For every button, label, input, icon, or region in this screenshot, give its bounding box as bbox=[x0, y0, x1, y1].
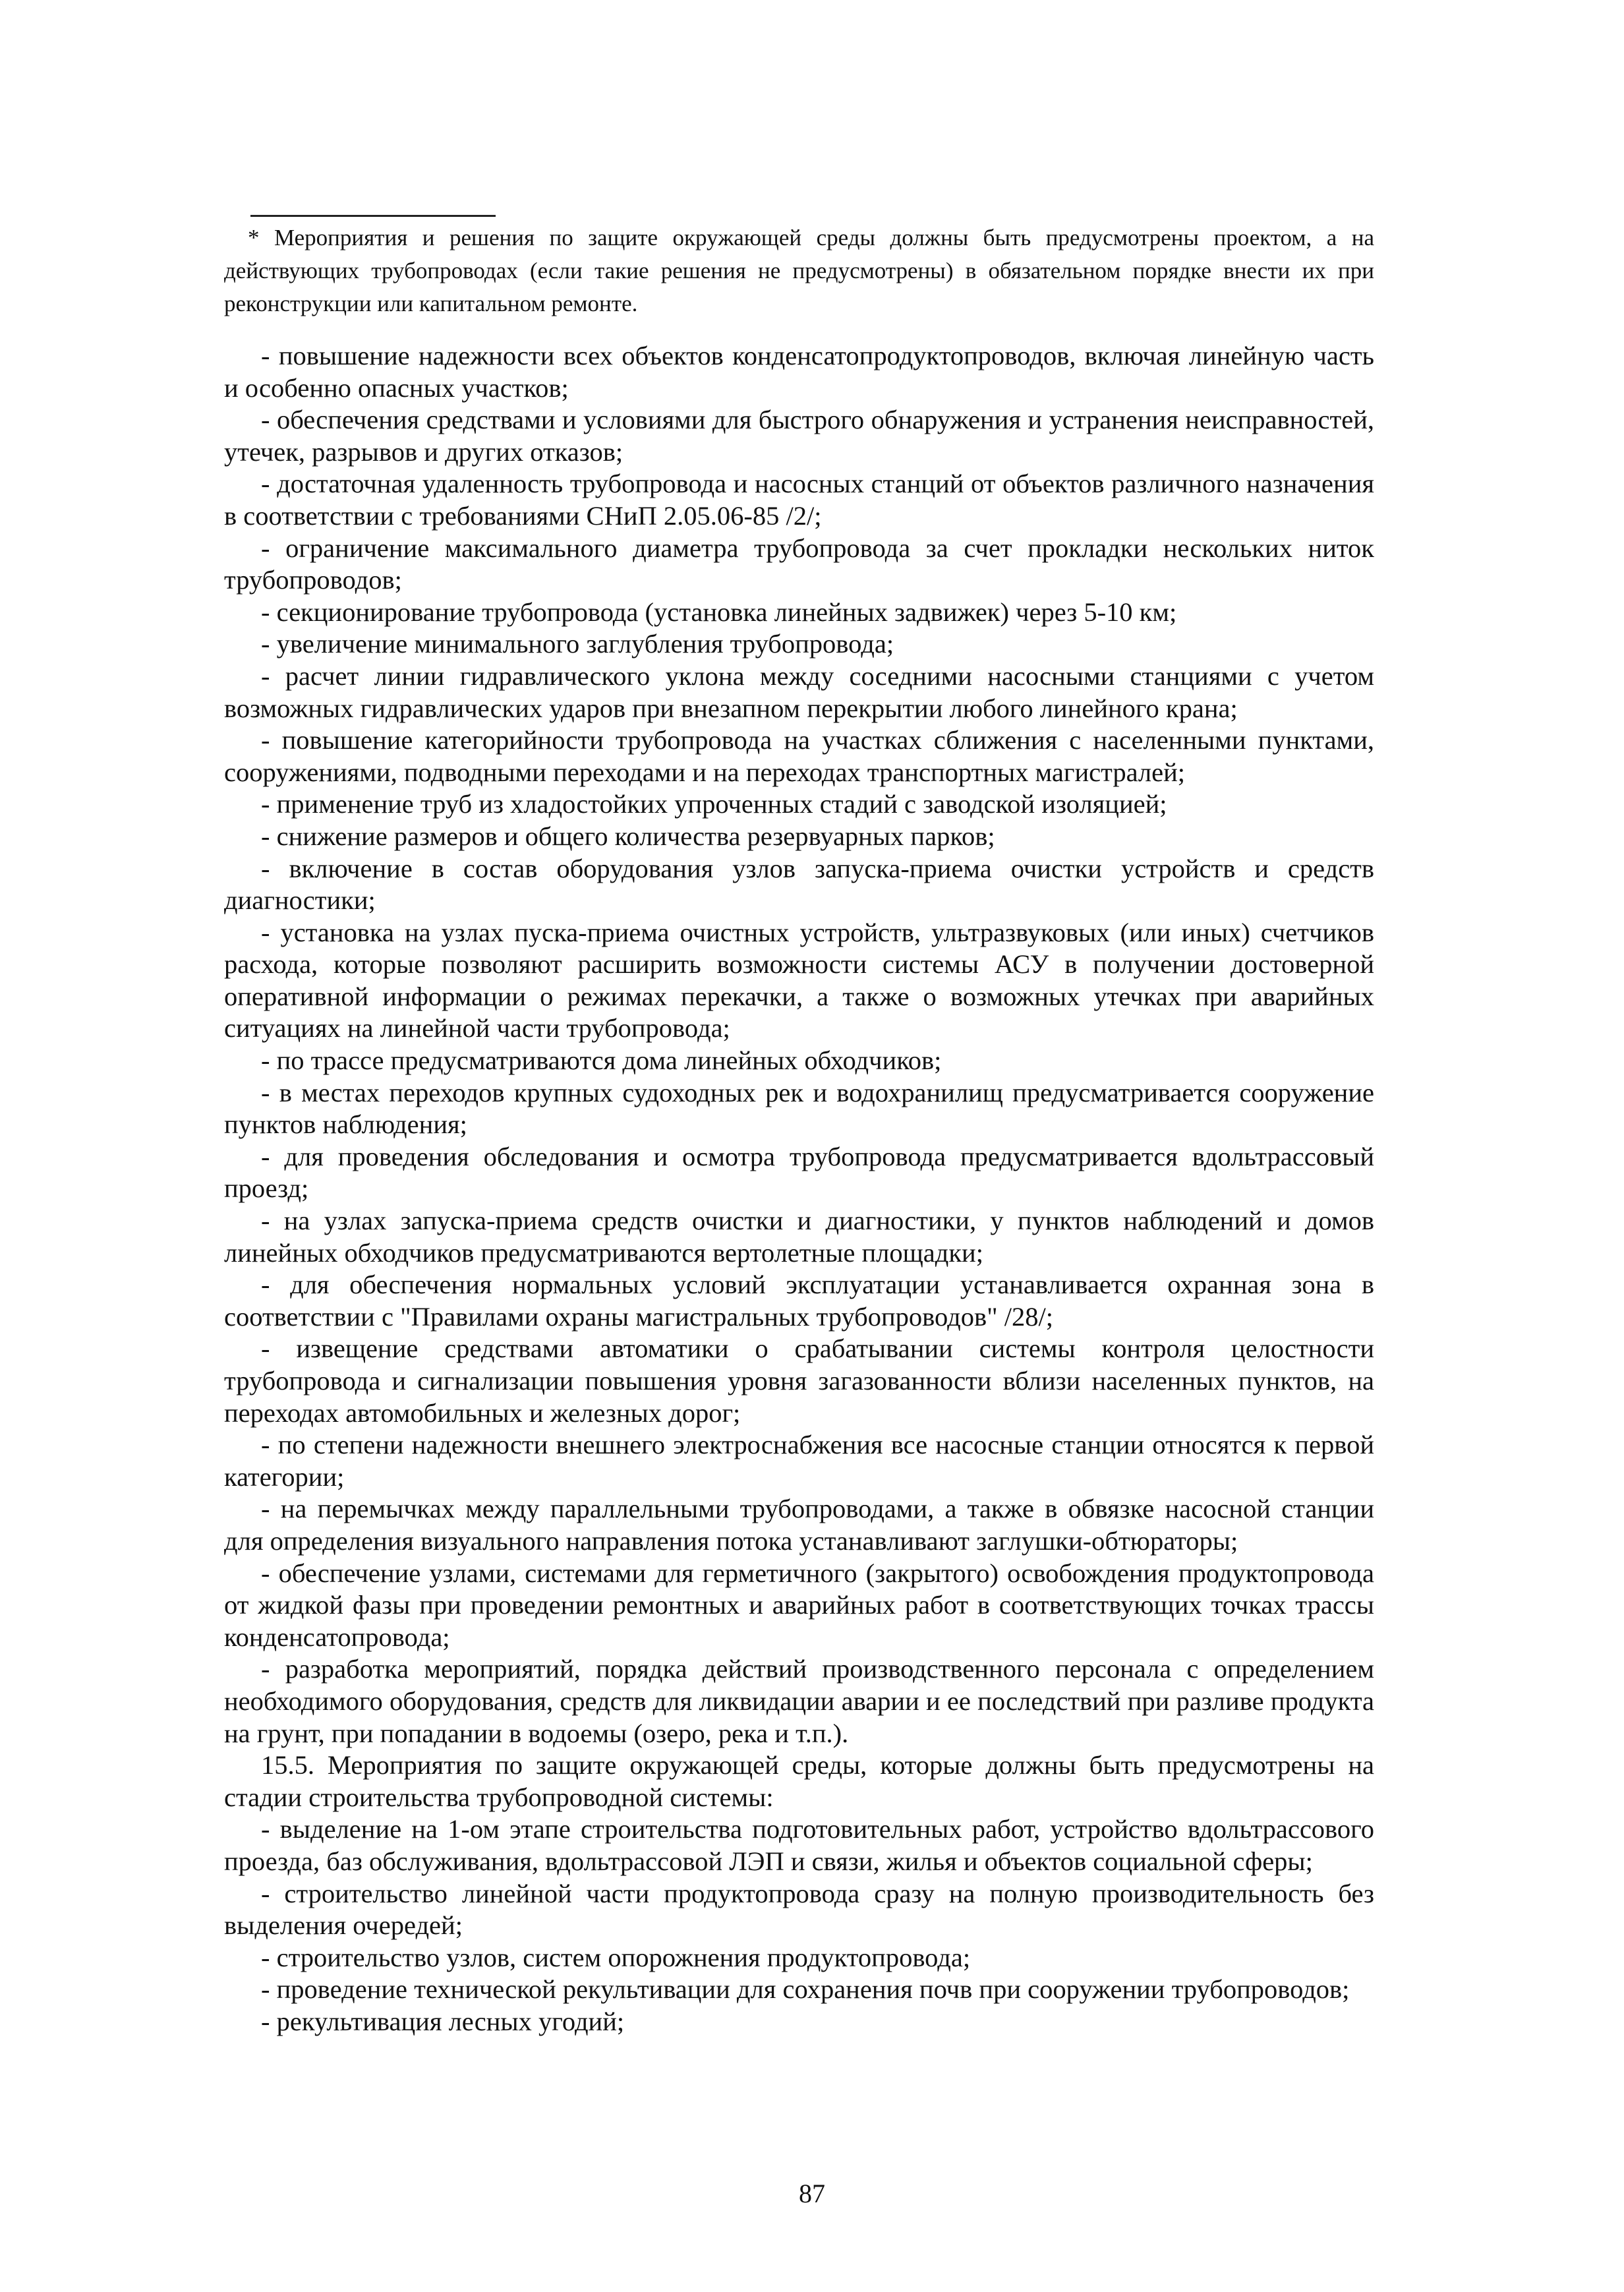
list-item: - извещение средствами автоматики о срабатывании системы контроля целостности трубопровода и сигнализации повышения уровня загазованности вблизи населенных пунктов, на переходах автомобильных и железных дорог; bbox=[224, 1334, 1374, 1428]
page-number: 87 bbox=[799, 2179, 825, 2208]
list-item: - строительство узлов, систем опорожнения продуктопровода; bbox=[261, 1942, 971, 1972]
list-item: - для проведения обследования и осмотра трубопровода предусматривается вдольтрассовый проезд; bbox=[224, 1141, 1374, 1204]
list-item: - увеличение минимального заглубления трубопровода; bbox=[261, 629, 894, 659]
list-item: - расчет линии гидравлического уклона между соседними насосными станциями с учетом возможных гидравлических ударов при внезапном перекрытии любого линейного крана; bbox=[224, 661, 1374, 723]
list-item: - проведение технической рекультивации для сохранения почв при сооружении трубопроводов; bbox=[261, 1974, 1350, 2005]
list-item: - обеспечение узлами, системами для герметичного (закрытого) освобождения продуктопровода от жидкой фазы при проведении ремонтных и аварийных работ в соответствующих точках трассы конденсатопровода; bbox=[224, 1558, 1374, 1652]
list-item: - установка на узлах пуска-приема очистных устройств, ультразвуковых (или иных) счетчиков расхода, которые позволяют расширить возможности системы АСУ в получении достоверной оперативной информации о режимах перекачки, а также о возможных утечках при аварийных ситуациях на линейной части трубопровода; bbox=[224, 917, 1374, 1043]
list-item: - достаточная удаленность трубопровода и насосных станций от объектов различного назначения в соответствии с требованиями СНиП 2.05.06-85 /2/; bbox=[224, 469, 1374, 531]
list-item: - выделение на 1-ом этапе строительства подготовительных работ, устройство вдольтрассового проезда, баз обслуживания, вдольтрассовой ЛЭП и связи, жилья и объектов социальной сферы; bbox=[224, 1814, 1374, 1876]
footnote-separator bbox=[250, 215, 496, 217]
main-text bbox=[224, 340, 1374, 2038]
list-item: - включение в состав оборудования узлов запуска-приема очистки устройств и средств диагностики; bbox=[224, 853, 1374, 916]
list-item: - по степени надежности внешнего электроснабжения все насосные станции относятся к первой категории; bbox=[224, 1430, 1374, 1492]
list-item: - обеспечения средствами и условиями для быстрого обнаружения и устранения неисправностей, утечек, разрывов и других отказов; bbox=[224, 405, 1374, 467]
list-item: - в местах переходов крупных судоходных рек и водохранилищ предусматривается сооружение пунктов наблюдения; bbox=[224, 1077, 1374, 1140]
list-item: - разработка мероприятий, порядка действий производственного персонала с определением необходимого оборудования, средств для ликвидации аварии и ее последствий при разливе продукта на грунт, при попадании в водоемы (озеро, река и т.п.). bbox=[224, 1654, 1374, 1748]
list-item: - для обеспечения нормальных условий эксплуатации устанавливается охранная зона в соответствии с "Правилами охраны магистральных трубопроводов" /28/; bbox=[224, 1270, 1374, 1332]
list-item: - строительство линейной части продуктопровода сразу на полную производительность без выделения очередей; bbox=[224, 1878, 1374, 1941]
list-item: - на перемычках между параллельными трубопроводами, а также в обвязке насосной станции для определения визуального направления потока устанавливают заглушки-обтюраторы; bbox=[224, 1494, 1374, 1556]
list-item: - секционирование трубопровода (установка линейных задвижек) через 5-10 км; bbox=[261, 597, 1177, 627]
list-item: - рекультивация лесных угодий; bbox=[261, 2006, 625, 2036]
list-item: - повышение надежности всех объектов конденсатопродуктопроводов, включая линейную часть и особенно опасных участков; bbox=[224, 341, 1374, 403]
list-item: - снижение размеров и общего количества резервуарных парков; bbox=[261, 821, 995, 851]
list-item: - ограничение максимального диаметра трубопровода за счет прокладки нескольких ниток трубопроводов; bbox=[224, 533, 1374, 595]
section-paragraph: 15.5. Мероприятия по защите окружающей среды, которые должны быть предусмотрены на стадии строительства трубопроводной системы: bbox=[224, 1750, 1374, 1812]
list-item: - применение труб из хладостойких упроченных стадий с заводской изоляцией; bbox=[261, 789, 1167, 819]
list-item: - повышение категорийности трубопровода на участках сближения с населенными пунктами, сооружениями, подводными переходами и на переходах транспортных магистралей; bbox=[224, 725, 1374, 787]
footnote-text: * Мероприятия и решения по защите окружающей среды должны быть предусмотрены проектом, а на действующих трубопроводах (если такие решения не предусмотрены) в обязательном порядке внести их при реконструкции или капитальном ремонте. bbox=[224, 225, 1374, 316]
list-item: - на узлах запуска-приема средств очистки и диагностики, у пунктов наблюдений и домов линейных обходчиков предусматриваются вертолетные площадки; bbox=[224, 1206, 1374, 1268]
list-item: - по трассе предусматриваются дома линейных обходчиков; bbox=[261, 1045, 942, 1076]
